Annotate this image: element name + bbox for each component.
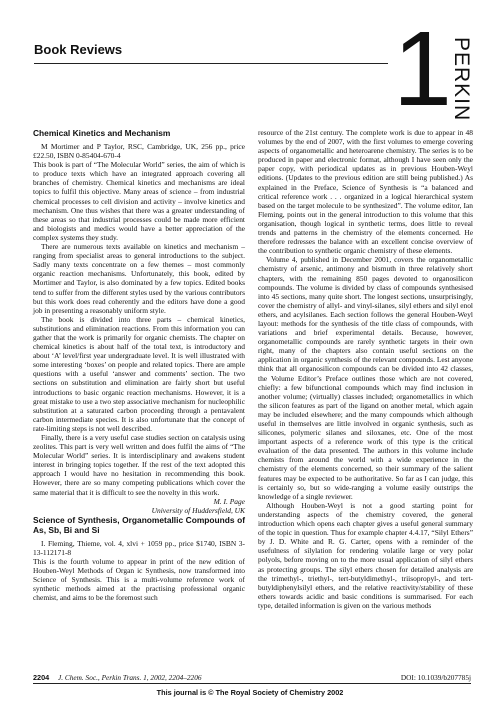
copyright-note: This journal is © The Royal Society of Chemistry 2002 — [156, 688, 344, 697]
review-1-paragraph: This book is part of “The Molecular World” series, the aim of which is to produce texts which have an integrated approach covering all branches of chemistry. Chemical kinetics and mechanisms are ideal topics to fulfil this objective. Many areas of science – from industrial chemical processes to cell division and activity – involve kinetics and mechanism. One thus wishes that there was a greater understanding of these areas so that industrial processes could be made more efficient and biologists and medics would have a better appreciation of the complex systems they study. — [33, 160, 245, 242]
review-1-title: Chemical Kinetics and Mechanism — [33, 128, 171, 138]
journal-logo-text: PERKIN — [450, 37, 473, 122]
review-1-paragraph: The book is divided into three parts – chemical kinetics, substitutions and elimination reactions. From this information you can gather that the work is primarily for organic chemists. The chapter on chemical kinetics is about half of the total text, is introductory and about ‘A’ level/first year undergraduate level. It is well illustrated with some interesting ‘boxes’ on people and related topics. There are ample questions with a useful ‘answer and comments’ section. The two sections on substitution and elimination are fairly short but useful introductions to basic organic reaction mechanisms. However, it is a great mistake to use a two step associative mechanism for nucleophilic substitution at a saturated carbon proceeding through a pentavalent carbon intermediate species. It is also unfortunate that the concept of rate-limiting steps is not well described. — [33, 314, 245, 433]
right-column — [258, 128, 473, 610]
review-2-paragraph: Volume 4, published in December 2001, covers the organometallic chemistry of arsenic, antimony and bismuth in three relatively short chapters, with the remaining 850 pages devoted to organosilicon compounds. The volume is divided by class of compounds synthesised into 45 sections, many quite short. The longest sections, unsurprisingly, cover the chemistry of allyl- and vinyl-silanes, silyl ethers and silyl enol ethers, and acylsilanes. Each section follows the general Houben-Weyl layout: methods for the synthesis of the title class of compounds, with variations and brief experimental details. Because, however, organometallic compounds are rarely synthetic targets in their own right, many of the chapters also contain useful sections on the application in organic synthesis of the relevant compounds. Lest anyone think that all organosilicon compounds can be divided into 42 classes, the Volume Editor’s Preface outlines those which are not covered, chiefly: a few bifunctional compounds which may find inclusion in another volume; (virtually) classes included; organometallics in which the silicon features as part of the ligand on another metal, which again may be included elsewhere; and the many compounds which although useful in themselves are little involved in organic synthesis, such as silicones, polymeric silanes and siloxanes, etc. One of the most important aspects of a reference work of this type is the critical evaluation of the data presented. The authors in this volume include chemists from around the world with a wide experience in the chemistry of the elements concerned, so their summary of the salient features may be expected to be authoritative. So far as I can judge, this is certainly so, but so wide-ranging a volume easily outstrips the knowledge of a single reviewer. — [258, 255, 473, 501]
journal-citation: J. Chem. Soc., Perkin Trans. 1, 2002, 2204–2206 — [58, 673, 202, 682]
left-column — [33, 128, 245, 603]
journal-logo-number: 1 — [393, 10, 448, 128]
footer-rule — [33, 683, 471, 684]
page-number: 2204 — [33, 673, 50, 682]
review-2-paragraph: Although Houben-Weyl is not a good starting point for understanding aspects of the chemistry covered, the general introduction which opens each chapter gives a useful general summary of the topic in question. Thus for example chapter 4.4.17, “Silyl Ethers” by J. D. White and R. G. Carter, opens with a reminder of the usefulness of silylation for rendering volatile large or very polar polyols, before moving on to the more usual application of silyl ethers as protecting groups. The silyl ethers chosen for detailed analysis are the trimethyl-, triethyl-, tert-butyldimethyl-, triisopropyl-, and tert-butyldiphenylsilyl ethers, and the relative reactivity/stability of these ethers towards acidic and basic conditions is summarised. For each type, detailed information is given on the various methods — [258, 500, 473, 610]
header-rule — [34, 63, 388, 64]
review-2-biblio: I. Fleming, Thieme, vol. 4, xlvi + 1059 pp., price $1740, ISBN 3-13-112171-8 — [33, 538, 245, 557]
review-2-paragraph: resource of the 21st century. The complete work is due to appear in 48 volumes by the end of 2007, with the first volumes to emerge covering aspects of organometallic and heteroarene chemistry. The series is to be produced in paper and electronic format, although I have seen only the paper copy, with periodical updates as in previous Houben-Weyl editions. (Updates to the previous edition are still being published.) As explained in the Preface, Science of Synthesis is “a balanced and critical reference work . . . organized in a logical hierarchical system based on the target molecule to be synthesized”. The volume editor, Ian Fleming, points out in the general introduction to this volume that this organisation, though logical in synthetic terms, does little to reveal trends and patterns in the chemistry of the elements concerned. He therefore redresses the balance with an excellent concise overview of the contribution to synthetic organic chemistry of these elements. — [258, 128, 473, 256]
doi-link[interactable]: DOI: 10.1039/b207785j — [400, 673, 471, 682]
review-2-paragraph: This is the fourth volume to appear in print of the new edition of Houben-Weyl Methods of Organ ic Synthesis, now transformed into Science of Synthesis. This is a multi-volume reference work of synthetic methods aimed at the practising professional organic chemist, and aims to be the foremost such — [33, 557, 245, 603]
review-2-title: Science of Synthesis, Organometallic Compounds of As, Sb, Bi and Si — [33, 514, 245, 535]
review-1-biblio: M Mortimer and P Taylor, RSC, Cambridge, UK, 256 pp., price £22.50, ISBN 0-85404-670-4 — [33, 142, 245, 161]
reviewer-name: M. I. Page — [213, 496, 245, 506]
review-1-paragraph: Finally, there is a very useful case studies section on catalysis using zeolites. This part is very well written and does fulfil the aims of “The Molecular World” series. It is interdisciplinary and awakens student interest in bringing topics together. If the rest of the text adopted this approach I would have no hesitation in recommending this book. However, there are so many competing publications which cover the same material that it is difficult to see the novelty in this work. — [33, 433, 245, 497]
section-title: Book Reviews — [34, 42, 123, 57]
reviewer-affiliation: University of Huddersfield, UK — [151, 505, 245, 515]
review-1-paragraph: There are numerous texts available on kinetics and mechanism – ranging from specialist areas to general introductions to the subject. Sadly many texts concentrate on a few themes – most commonly organic reaction mechanisms. Unfortunately, this book, edited by Mortimer and Taylor, is also dominated by a few topics. Edited books tend to suffer from the different styles used by the various contributors but this work does read coherently and the editors have done a good job in presenting a reasonably uniform style. — [33, 242, 245, 315]
